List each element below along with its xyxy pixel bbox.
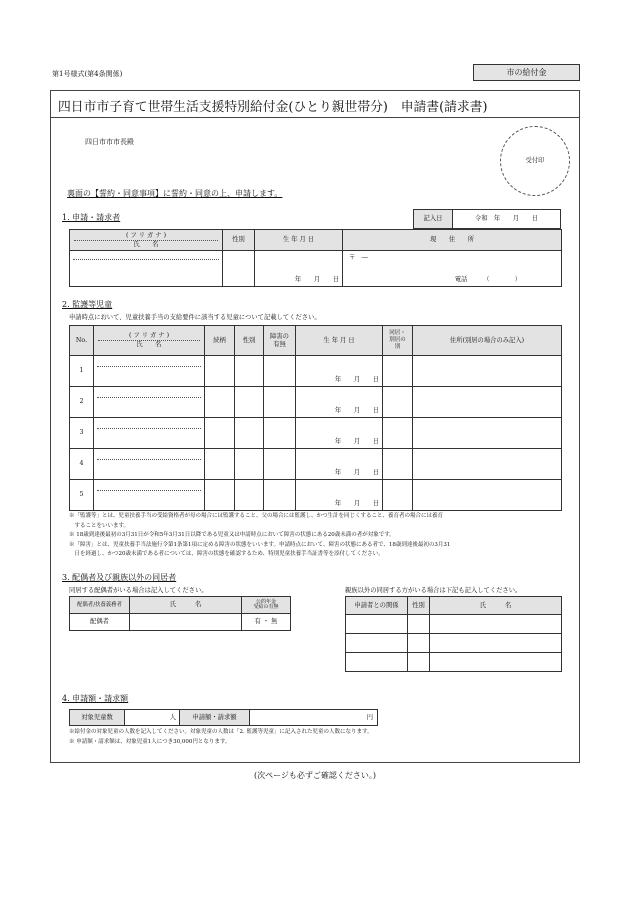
furigana-label: ( フ リ ガ ナ ) — [74, 232, 218, 241]
section4-notes — [69, 728, 373, 747]
section1-heading: 1. 申請・請求者 — [62, 213, 121, 222]
amount-field[interactable]: 円 — [250, 710, 378, 726]
child-relation-field[interactable] — [205, 480, 235, 511]
spouse-note: 同居する配偶者がいる場合は記入してください。 — [69, 587, 208, 594]
phone-label: 電話 （ ） — [454, 276, 521, 284]
section2-intro: 申請時点において、児童扶養手当の支給要件に該当する児童について記載してください。 — [69, 314, 321, 321]
birthdate-header: 生 年 月 日 — [255, 230, 343, 251]
child-name-field[interactable] — [94, 480, 205, 511]
spouse-name-field[interactable] — [130, 614, 242, 631]
amount-table — [69, 709, 378, 726]
relation-header: 申請者との関係 — [346, 597, 408, 615]
entry-date-field[interactable]: 令和 年 月 日 — [452, 209, 561, 229]
cohabitant-name-field[interactable] — [430, 653, 562, 672]
stamp-label: 受付印 — [525, 157, 545, 164]
city-tag: 市の給付金 — [473, 64, 580, 81]
section4-heading: 4. 申請額・請求額 — [62, 694, 129, 703]
row-number: 2 — [70, 387, 94, 418]
child-name-label: 氏 名 — [136, 341, 162, 348]
gender-field[interactable] — [408, 653, 430, 672]
other-cohabitant-table — [345, 596, 562, 672]
child-row — [70, 418, 562, 449]
child-disability-field[interactable] — [264, 418, 296, 449]
row-number: 4 — [70, 449, 94, 480]
child-birthdate-field[interactable]: 年 月 日 — [296, 356, 383, 387]
next-page-note: (次ページも必ずご確認ください。) — [253, 771, 377, 780]
child-name-field[interactable] — [94, 356, 205, 387]
name-label: 氏 名 — [133, 240, 159, 248]
child-name-field[interactable] — [94, 418, 205, 449]
spouse-row-label: 配偶者 — [70, 614, 130, 631]
row-number: 3 — [70, 418, 94, 449]
note-line: 日を経過し、かつ20歳未満である者については、障害の状態を確認するため、特別児童扶養手当証書等を添付してください。 — [69, 551, 384, 557]
note-line: ※ 18歳到達後最初の3月31日が令和5年3月31日以降である児童又は申請時点において障害の状態にある20歳未満の者が対象です。 — [69, 532, 395, 538]
child-name-header — [94, 326, 205, 356]
cohabitant-name-field[interactable] — [430, 615, 562, 634]
child-birthdate-field[interactable]: 年 月 日 — [296, 480, 383, 511]
child-gender-field[interactable] — [235, 418, 264, 449]
note-line: することをいいます。 — [69, 522, 130, 529]
applicant-table — [69, 229, 562, 287]
child-cohabitation-field[interactable] — [383, 449, 413, 480]
amount-label: 申請額・請求額 — [180, 710, 250, 726]
no-header: No. — [70, 326, 94, 356]
child-name-field[interactable] — [94, 387, 205, 418]
applicant-gender-field[interactable] — [223, 251, 255, 287]
child-address-field[interactable] — [413, 356, 562, 387]
section3-heading: 3. 配偶者及び親族以外の同居者 — [62, 573, 177, 582]
note-line: ※ 申請額・請求額は、対象児童1人につき30,000円となります。 — [69, 738, 231, 745]
addressee: 四日市市市長殿 — [85, 138, 134, 146]
child-relation-field[interactable] — [205, 418, 235, 449]
child-address-field[interactable] — [413, 387, 562, 418]
child-disability-field[interactable] — [264, 387, 296, 418]
address-header: 現 住 所 — [343, 230, 562, 251]
spouse-table — [69, 596, 291, 631]
child-disability-field[interactable] — [264, 449, 296, 480]
child-birthdate-field[interactable]: 年 月 日 — [296, 387, 383, 418]
reception-stamp-area — [500, 126, 570, 196]
child-row — [70, 449, 562, 480]
child-cohabitation-field[interactable] — [383, 418, 413, 449]
child-birthdate-field[interactable]: 年 月 日 — [296, 449, 383, 480]
child-disability-field[interactable] — [264, 480, 296, 511]
relation-header: 続柄 — [205, 326, 235, 356]
pension-header: 公的年金 受給の有無 — [242, 597, 291, 614]
spouse-name-header: 氏 名 — [130, 597, 242, 614]
applicant-name-field[interactable] — [70, 251, 223, 287]
other-cohabitant-note: 親族以外の同居する方がいる場合は下記も記入してください。 — [345, 587, 522, 594]
note-line: ※「監護等」とは、児童扶養手当の受給資格者が母の場合には監護すること、父の場合には監護し、かつ生計を同じくすること、養育者の場合には養育 — [69, 513, 444, 519]
child-cohabitation-field[interactable] — [383, 387, 413, 418]
child-gender-field[interactable] — [235, 480, 264, 511]
section2-notes — [69, 512, 569, 560]
child-row — [70, 356, 562, 387]
form-title: 四日市市子育て世帯生活支援特別給付金(ひとり親世帯分) 申請書(請求書) — [58, 100, 488, 115]
relation-field[interactable] — [346, 653, 408, 672]
entry-date-label: 記入日 — [413, 209, 453, 229]
child-address-field[interactable] — [413, 480, 562, 511]
section2-heading: 2. 監護等児童 — [62, 300, 113, 309]
gender-field[interactable] — [408, 615, 430, 634]
child-count-field[interactable]: 人 — [125, 710, 180, 726]
row-number: 5 — [70, 480, 94, 511]
furigana-name-header — [70, 230, 223, 251]
disability-header: 障害の 有無 — [264, 326, 296, 356]
child-gender-field[interactable] — [235, 387, 264, 418]
cohabitant-name-header: 氏 名 — [430, 597, 562, 615]
child-disability-field[interactable] — [264, 356, 296, 387]
gender-field[interactable] — [408, 634, 430, 653]
note-line: ※「障害」とは、児童扶養手当法施行令第1条第1項に定める障害の状態をいいます。申請時点において、障害の状態にある者で、18歳到達後最初の3月31 — [69, 541, 451, 548]
child-furigana-label: ( フ リ ガ ナ ) — [98, 332, 200, 341]
form-number: 第1号様式(第4条関係) — [52, 70, 123, 78]
child-address-header: 住所(別居の場合のみ記入) — [413, 326, 562, 356]
child-address-field[interactable] — [413, 418, 562, 449]
gender-header: 性別 — [408, 597, 430, 615]
child-birthdate-field[interactable]: 年 月 日 — [296, 418, 383, 449]
cohabitant-name-field[interactable] — [430, 634, 562, 653]
cohabitation-header: 同居・ 別居の 別 — [383, 326, 413, 356]
child-row — [70, 480, 562, 511]
child-relation-field[interactable] — [205, 356, 235, 387]
child-row — [70, 387, 562, 418]
note-line: ※給付金の対象児童の人数を記入してください。対象児童の人数は「2. 監護等児童」に記入された児童の人数になります。 — [69, 729, 373, 735]
relation-field[interactable] — [346, 634, 408, 653]
child-birthdate-header: 生 年 月 日 — [296, 326, 383, 356]
child-name-field[interactable] — [94, 449, 205, 480]
spouse-type-header: 配偶者/扶養義務者 — [70, 597, 130, 614]
child-count-label: 対象児童数 — [70, 710, 125, 726]
child-relation-field[interactable] — [205, 387, 235, 418]
child-gender-field[interactable] — [235, 356, 264, 387]
children-table — [69, 325, 562, 511]
applicant-birthdate-field[interactable]: 年 月 日 — [255, 251, 343, 287]
gender-header: 性別 — [223, 230, 255, 251]
pledge-text: 裏面の【誓約・同意事項】に誓約・同意の上、申請します。 — [67, 189, 283, 198]
child-cohabitation-field[interactable] — [383, 480, 413, 511]
applicant-address-field[interactable] — [343, 251, 562, 287]
relation-field[interactable] — [346, 615, 408, 634]
child-relation-field[interactable] — [205, 449, 235, 480]
row-number: 1 — [70, 356, 94, 387]
child-cohabitation-field[interactable] — [383, 356, 413, 387]
child-address-field[interactable] — [413, 449, 562, 480]
child-gender-field[interactable] — [235, 449, 264, 480]
gender-header: 性別 — [235, 326, 264, 356]
pension-yes-no[interactable]: 有 ・ 無 — [242, 614, 291, 631]
postal-mark: 〒 ― — [349, 254, 368, 261]
title-divider — [50, 117, 580, 118]
